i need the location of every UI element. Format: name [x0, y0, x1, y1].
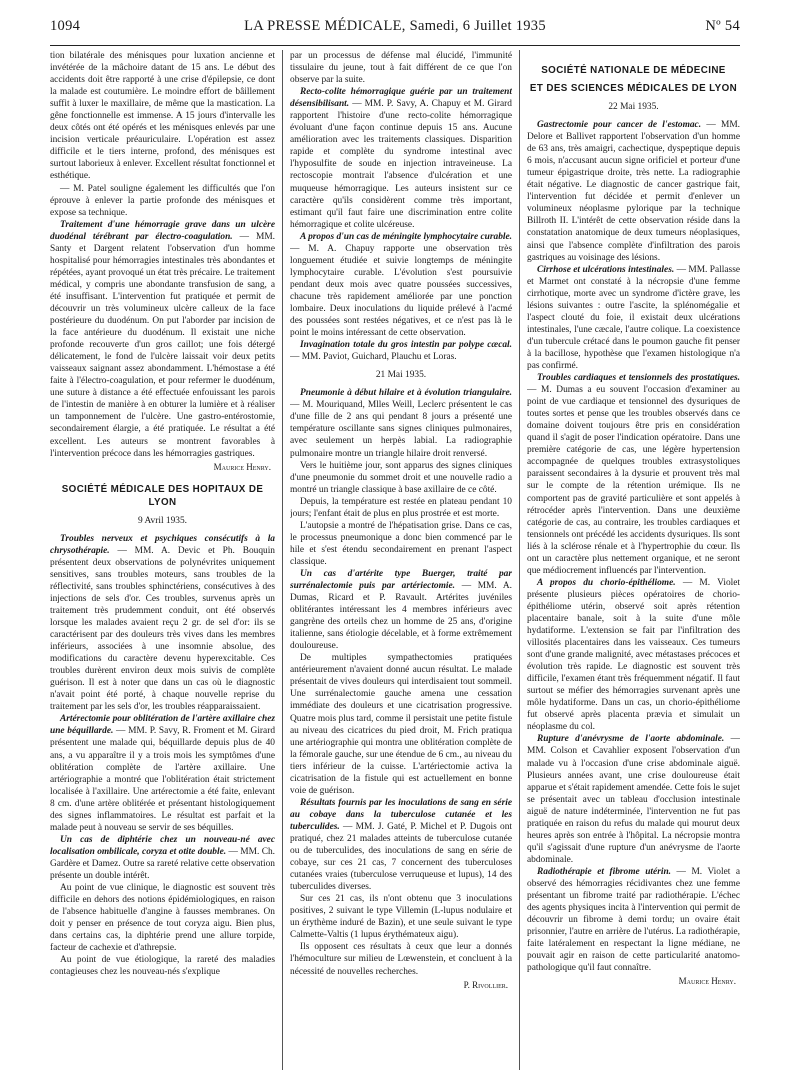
section-heading-line-1: SOCIÉTÉ NATIONALE DE MÉDECINE: [541, 65, 726, 76]
article-title: Cirrhose et ulcérations intestinales.: [537, 264, 675, 275]
article-title: A propos du chorio-épithéliome.: [537, 577, 676, 588]
article-title: Radiothérapie et fibrome utérin.: [537, 866, 672, 877]
article-title: Un cas d'artérite type Buerger, traité par surrénalectomie puis par artériectomie.: [290, 568, 512, 592]
article-body: — M. Violet a observé des hémorragies récidivantes chez une femme présentant un fibrome traité par radiothérapie. L'échec des agents physiques incita à l'intervention qui permit de découvrir un fibrome à demi tordu; un ovaire était prisonnier, l'autre en arrière de l'utérus. La radiothérapie, faite latéralement en respectant la ligne médiane, ne pouvait agir en raison de cette particularité anatomo-pathologique qu'il faut connaître.: [527, 866, 740, 974]
article-title: Traitement d'une hémorragie grave dans un ulcère duodénal térébrant par électro-coagulation.: [50, 219, 275, 242]
issue-number: Nº 54: [705, 18, 740, 34]
article-body: — MM. P. Savy, R. Froment et M. Girard présentent une malade qui, béquillarde depuis plus de 40 ans, a vu apparaître il y a trois mois les symptômes d'une oblitération complète de l'artère axillaire. Une artériographie a montré que l'oblitération était strictement localisée à l'axillaire. Une artérectomie a été faite, enlevant 8 cm. d'une artère oblitérée et présentant histologiquement des signes inflammatoires. Le résultat est parfait et la malade peut à nouveau se servir de ses béquilles.: [50, 726, 275, 833]
page-header: [50, 18, 740, 42]
article-body: — M. Violet présente plusieurs pièces opératoires de chorio-épithéliome utérin, observé soit après rétention placentaire banale, soit à la suite d'une môle hydatiforme. L'extension se fait par l'infiltration des villosités placentaires dans les vaisseaux. Ces tumeurs sont d'une grande malignité, avec métastases précoces et évolution très rapide. Le diagnostic est souvent très difficile, l'examen étant très fréquemment négatif. Il faut surtout se méfier des hémorragies survenant après une môle hydatiforme. Dans un cas, un chorio-épithéliome fut observé après placenta prævia et simulait un néoplasme du col.: [527, 577, 740, 733]
article-title: Gastrectomie pour cancer de l'estomac.: [537, 120, 702, 131]
article: [50, 834, 275, 882]
column-3: [527, 50, 740, 1070]
article: [290, 797, 512, 893]
article: [290, 86, 512, 231]
article: [527, 577, 740, 734]
article: [290, 387, 512, 459]
paragraph: Au point de vue étiologique, la rareté des maladies contagieuses chez les nouveau-nés s'explique: [50, 955, 275, 978]
article-body: — M. Dumas a eu souvent l'occasion d'examiner au point de vue cardiaque et tensionnel des dysuriques de toutes sortes et pense que les troubles observés dans ce domaine doivent toujours être pris en considération quand il s'agit de poser l'indication opératoire. Dans une première catégorie de cas, une légère hypertension accompagnée de quelques troubles extrasystoliques paraissent secondaires à la dysurie et prouvent très mal sur le compte de la rétention urémique. Ils ne comportent pas de gravité particulière et sont appelés à rétrocéder après l'intervention. Dans une deuxième catégorie de cas, au contraire, les troubles cardiaques et tensionnels ont précédé les accidents dysuriques. Ils sont liés à la sclérose rénale et à l'hypertrophie du cœur. Ils ont un caractère plus nettement organique, et ne seront que médiocrement influencés par l'intervention.: [527, 385, 740, 576]
article-title: Résultats fournis par les inoculations de sang en série au cobaye dans la tuberculose cutanée et les tuberculides.: [290, 797, 512, 832]
article: [290, 568, 512, 652]
article: [50, 533, 275, 714]
article-body: — M. A. Chapuy rapporte une observation très longuement étudiée et suivie longtemps de méningite lymphocytaire curable. L'évolution s'est poursuivie pendant deux mois avec quatre poussées successives, chacune très rapidement améliorée par une ponction lombaire. Deux inoculations du liquide prélevé à l'acmé des poussées sont restées négatives, et ce n'est pas là le point le moins intéressant de cette observation.: [290, 243, 512, 339]
article-body: — MM. A. Devic et Ph. Bouquin présentent deux observations de polynévrites uniquement sensitives, sans troubles moteurs, sans troubles de la réflectivité, sans troubles sphinctériens, consécutives à des injections de sels d'or. Ces troubles, survenus après un traitement très prudemment conduit, ont été observés lorsque les malades avaient reçu 2 gr. de sel d'or: ils se caractérisent par des douleurs très vives dans les membres inférieurs, associées à une insomnie absolue, des modifications du caractère devenu hyperexcitable. Ces troubles durèrent environ deux mois suivis de complète guérison. Il est à noter que dans un cas où le diagnostic n'avait point été porté, à chaque nouvelle reprise du traitement par les sels d'or, les troubles réapparaissaient.: [50, 545, 275, 713]
header-rule: [50, 45, 740, 46]
article-body: — MM. Ch. Gardère et Damez. Outre sa rareté relative cette observation présente un double intérêt.: [50, 846, 275, 881]
paragraph: par un processus de défense mal élucidé, l'immunité tissulaire du jeune, tout à fait différent de ce que l'on observe par la suite.: [290, 51, 512, 86]
article-title: Troubles nerveux et psychiques consécutifs à la chrysothérapie.: [50, 533, 275, 556]
paragraph: tion bilatérale des ménisques pour luxation ancienne et invétérée de la mâchoire datant de 15 ans. Le début des accidents doit être rapporté à une crise d'épilepsie, ce dont la malade est coutumière. Le moindre effort de bâillement suffit à luxer le maxillaire, de même que la mastication. La gêne fonctionnelle est immense. A 15 jours d'intervalle les deux côtés ont été opérés et les ménisques enlevés par une incision verticale préauriculaire. L'opération est assez difficile et le tiers interne, profond, des ménisques est surtout laborieux à enlever. Excellent résultat fonctionnel et esthétique.: [50, 51, 275, 182]
column-1: [50, 50, 275, 1070]
paragraph: Ils opposent ces résultats à ceux que leur a donnés l'hémoculture sur milieu de Lœwenstein, et concluent à la nécessité de nouvelles recherches.: [290, 942, 512, 977]
paragraph: L'autopsie a montré de l'hépatisation grise. Dans ce cas, le processus pneumonique a donc bien commencé par le hile et s'est étendu secondairement en prenant l'aspect classique.: [290, 520, 512, 567]
article-body: — MM. Colson et Cavahlier exposent l'observation d'un malade vu à l'occasion d'une crise abdominale aiguë. Plusieurs années avant, une crise douloureuse était apparue et s'était rapidement amendée. Cette fois le sujet se présentait avec un tableau d'occlusion intestinale aiguë de nature indéterminée, l'intervention ne fut pas pratiquée en raison du refus du malade qui mourut deux heures après son entrée à l'hôpital. La nécropsie montra qu'il s'agissait d'une rupture d'un anévrysme de l'aorte abdominale.: [527, 734, 740, 865]
article: [50, 219, 275, 460]
article-body: — M. Mouriquand, Mlles Weill, Leclerc présentent le cas d'une fille de 2 ans qui pendant 8 jours a présenté une température oscillante sans signes cliniques pulmonaires, avec seulement un herpès labial. La radiographie pulmonaire montre un triangle hilaire droit renversé.: [290, 400, 512, 459]
article: [290, 339, 512, 363]
column-divider-right: [519, 50, 520, 1070]
article: [527, 119, 740, 264]
paragraph: Sur ces 21 cas, ils n'ont obtenu que 3 inoculations positives, 2 suivant le type Villemin (L-lupus nodulaire et un érythème induré de Bazin), et une seule suivant le type Calmette-Valtis (1 lupus érythémateux aigu).: [290, 894, 512, 941]
session-date: 22 Mai 1935.: [608, 102, 659, 112]
article-title: Rupture d'anévrysme de l'aorte abdominale.: [537, 734, 725, 745]
paragraph: Au point de vue clinique, le diagnostic est souvent très difficile en dehors des notions épidémiologiques, en raison de l'absence habituelle d'angine à fausses membranes. On doit y penser en présence de tout coryza aigu. Bien plus, dans certains cas, la diphtérie prend une allure torpide, facteur de cachexie et d'athrepsie.: [50, 883, 275, 954]
article-body: — MM. Santy et Dargent relatent l'observation d'un homme hospitalisé pour hémorragies intestinales très abondantes et répétées, ayant provoqué un état très précaire. Le traitement médical, y compris une abondante transfusion de sang, a été insuffisant. L'intervention fut pratiquée et permit de découvrir un très volumineux ulcère calleux de la face postérieure du duodénum. On put l'aborder par incision de la face antérieure du duodénum. Il existait une niche profonde recouverte d'un gros caillot; une fois détergé délicatement, le fond de l'ulcère laissait voir deux petits vaisseaux saignant assez abondamment. L'hémostase a été faite à l'électro-coagulation, et pour refermer le duodénum, une suture à distance a été effectuée enfouissant les parois de l'intestin de manière à en obturer la lumière et à réaliser un tamponnement de l'ulcère. Une gastro-entérostomie, secondairement élargie, a été pratiquée. Le résultat a été excellent. Les auteurs se montrent favorables à l'intervention précoce dans les hémorragies gastriques.: [50, 231, 275, 459]
article: [50, 713, 275, 833]
column-divider-left: [282, 50, 283, 1070]
page-number: 1094: [50, 18, 81, 34]
article-title: Pneumonie à début hilaire et à évolution triangulaire.: [300, 388, 512, 399]
article-title: Invagination totale du gros intestin par polype cæcal.: [300, 340, 512, 351]
signature: P. Rivollier.: [463, 979, 508, 990]
article-title: Troubles cardiaques et tensionnels des prostatiques.: [537, 373, 740, 384]
paragraph: Depuis, la température est restée en plateau pendant 10 jours; l'enfant était de plus en plus prostrée et est morte.: [290, 496, 512, 519]
paragraph: De multiples sympathectomies pratiquées antérieurement n'avaient donné aucun résultat. Le malade présentait de vives douleurs qui interdisaient tout sommeil. Une surrénalectomie gauche amena une cessation immédiate des douleurs et une cicatrisation progressive. Quatre mois plus tard, comme il persistait une petite fistule au niveau des cicatrices du pied droit, M. Frich pratiqua une artériographie qui montra une oblitération complète de la fémorale gauche, sur une étendue de 6 cm., au niveau du tiers inférieur de la cuisse. L'artériectomie activa la cicatrisation de la fistule qui est actuellement en bonne voie de guérison.: [290, 653, 512, 796]
paragraph: — M. Patel souligne également les difficultés que l'on éprouve à enlever la partie profonde des ménisques et expose sa technique.: [50, 183, 275, 218]
article-body: — MM. Delore et Ballivet rapportent l'observation d'un homme de 63 ans, très amaigri, cachectique, dyspeptique depuis 6 mois, n'accusant aucun signe orificiel et porteur d'une tumeur épigastrique droite, très nette. La radiographie était négative. Le diagnostic de cancer gastrique fait, l'intervention fut décidée et permit d'enlever un volumineux néoplasme pylorique par la technique Billroth II. L'intérêt de cette observation réside dans la constatation anatomique de deux tumeurs néoplasiques, ainsi que l'absence complète d'infiltration des parois gastriques au voisinage des lésions.: [527, 120, 740, 263]
column-2: [290, 50, 512, 1070]
signature: Maurice Henry.: [678, 976, 736, 987]
article-body: — MM. J. Gaté, P. Michel et P. Dugois ont pratiqué, chez 21 malades atteints de tuberculose cutanée ou de tuberculides, des inoculations de sang en série de cobaye, sur ces 21 cas, 7 concernent des tuberculoses cutanées vraies (tuberculose verruqueuse et lupus), 14 des tuberculides diverses.: [290, 821, 512, 893]
article-title: A propos d'un cas de méningite lymphocytaire curable.: [300, 231, 512, 242]
article-title: Un cas de diphtérie chez un nouveau-né avec localisation ombilicale, coryza et otite double.: [50, 834, 275, 857]
article-body: — MM. Paviot, Guichard, Plauchu et Loras.: [290, 352, 457, 363]
signature: Maurice Henry.: [213, 461, 271, 472]
article: [527, 372, 740, 577]
section-heading-line-2: ET DES SCIENCES MÉDICALES DE LYON: [529, 83, 738, 94]
article-body: — MM. Pallasse et Marmet ont constaté à la nécropsie d'une femme cirrhotique, morte avec un syndrome d'ictère grave, les lésions suivantes : outre l'ascite, la splénomégalie et l'aspect clouté du foie, il existait deux ulcérations intestinales, l'une cæcale, l'autre colique. La coexistence d'un tubercule crétacé dans le poumon gauche fit penser à la bacillose, hypothèse que l'examen histologique n'a pas confirmé.: [527, 264, 740, 371]
session-date: 9 Avril 1935.: [137, 515, 188, 526]
article-body: — MM. A. Dumas, Ricard et P. Ravault. Artérites juvéniles oblitérantes intéressant les 4 membres inférieurs avec gangrène des orteils chez un homme de 25 ans, d'origine italienne, sans étiologie décelable, et à forme extrêmement douloureuse.: [290, 581, 512, 652]
article: [527, 264, 740, 372]
journal-title: LA PRESSE MÉDICALE, Samedi, 6 Juillet 1935: [244, 18, 546, 34]
article-body: — MM. P. Savy, A. Chapuy et M. Girard rapportent l'histoire d'une recto-colite hémorragique évoluant d'une façon continue depuis 15 ans. Aucune amélioration avec les traitements classiques. Disparition rapide et complète du syndrome intestinal avec l'hyposulfite de soude en injection intraveineuse. La rectoscopie montrait l'absence d'ulcération et une muqueuse hémorragique. Les auteurs insistent sur ce caractère qu'ils considèrent comme très important, estimant qu'il faut faire une discrimination entre colite hémorragique et colite ulcéreuse.: [290, 99, 512, 230]
article-title: Recto-colite hémorragique guérie par un traitement désensibilisant.: [290, 87, 512, 110]
article: [290, 231, 512, 339]
paragraph: Vers le huitième jour, sont apparus des signes cliniques d'une pneumonie du sommet droit et une nouvelle radio a montré un triangle classique à base axillaire de ce côté.: [290, 460, 512, 495]
article-title: Artérectomie pour oblitération de l'artère axillaire chez une béquillarde.: [50, 714, 275, 737]
section-heading: SOCIÉTÉ MÉDICALE DES HOPITAUX DE LYON: [61, 483, 264, 508]
article: [527, 866, 740, 974]
session-date: 21 Mai 1935.: [375, 370, 427, 381]
article: [527, 733, 740, 866]
